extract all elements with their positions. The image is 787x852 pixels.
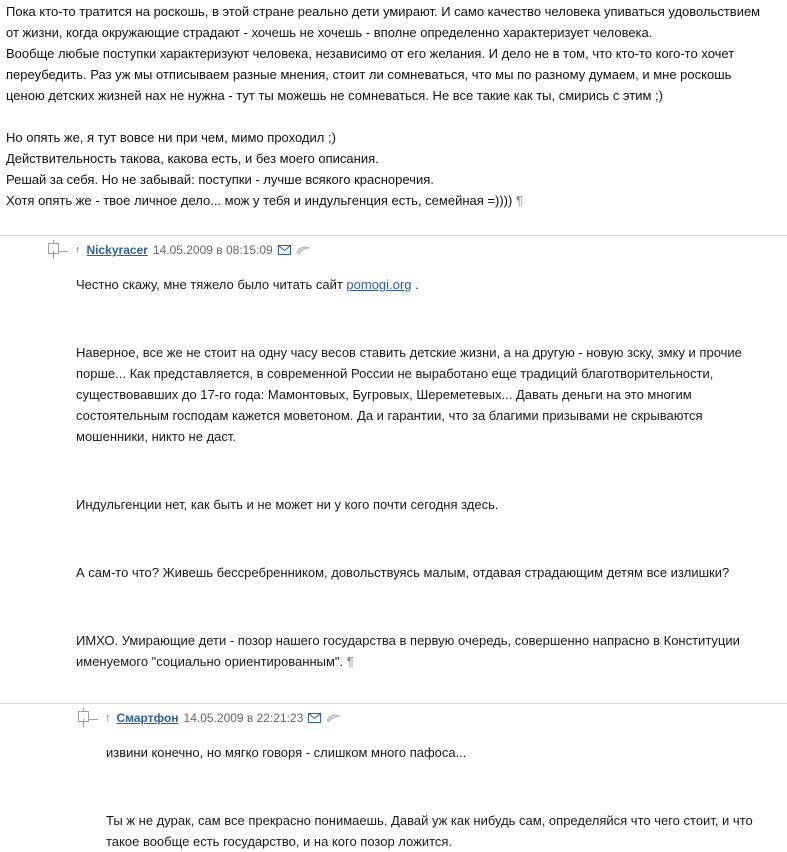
paragraph-spacer — [76, 460, 773, 481]
comment-body — [0, 274, 787, 672]
comment-divider — [0, 235, 787, 236]
paragraph-spacer — [6, 106, 773, 127]
paragraph-mark-icon: ¶ — [346, 654, 354, 669]
paragraph-spacer — [76, 596, 773, 617]
comment-last-paragraph — [76, 630, 773, 672]
comment-timestamp: 14.05.2009 в 22:21:23 — [183, 711, 304, 725]
paragraph-spacer — [106, 776, 773, 797]
comment-divider — [0, 703, 787, 704]
comment-nickyracer — [0, 235, 787, 672]
thread-connector-icon — [44, 242, 70, 258]
paragraph-mark-icon: ¶ — [515, 193, 523, 208]
top-post-paragraph: Действительность такова, какова есть, и без моего описания. — [6, 151, 379, 166]
link-trailing-text: . — [415, 277, 419, 292]
comment-author-link[interactable]: Nickyracer — [86, 243, 148, 257]
mail-icon[interactable] — [308, 713, 321, 723]
comment-paragraph-text: Честно скажу, мне тяжело было читать сайт — [76, 277, 347, 292]
comment-paragraph — [76, 274, 773, 295]
top-post-paragraph: Решай за себя. Но не забывай: поступки - лучше всякого красноречия. — [6, 172, 434, 187]
top-post-body — [0, 0, 787, 211]
paragraph-spacer — [76, 528, 773, 549]
collapse-toggle[interactable] — [78, 711, 89, 722]
comment-spacer — [0, 685, 787, 697]
comment-paragraph: Индульгенции нет, как быть и не может ни у кого почти сегодня здесь. — [76, 497, 499, 512]
top-post-paragraph: Вообще любые поступки характеризуют человека, независимо от его желания. И дело не в том, что кто-то кого-то хочет переубедить. Раз уж мы отписываем разные мнения, стоит ли сомневаться, что мы по разному думаем, и мне роскошь ценою детских жизней нах не нужна - тут ты можешь не сомневаться. Не все такие как ты, смирись с этим ;) — [6, 46, 735, 103]
comment-header — [0, 239, 787, 261]
collapse-toggle[interactable] — [48, 243, 59, 254]
thread-connector-icon — [74, 710, 100, 726]
comment-smartfon — [0, 703, 787, 852]
comment-author-link[interactable]: Смартфон — [116, 711, 179, 725]
quote-icon[interactable] — [326, 713, 342, 724]
top-post-paragraph: Но опять же, я тут вовсе ни при чем, мимо проходил ;) — [6, 130, 336, 145]
post-bottom-spacer — [0, 211, 787, 229]
pomogi-link[interactable]: pomogi.org — [346, 277, 412, 292]
paragraph-spacer — [76, 308, 773, 329]
up-arrow-icon[interactable]: ↑ — [105, 711, 111, 724]
comment-timestamp: 14.05.2009 в 08:15:09 — [152, 243, 273, 257]
top-post-paragraph-text: Хотя опять же - твое личное дело... мож у тебя и индульгенция есть, семейная =)))) — [6, 193, 513, 208]
comment-paragraph: извини конечно, но мягко говоря - слишком много пафоса... — [106, 745, 467, 760]
quote-icon[interactable] — [296, 245, 312, 256]
comment-header — [0, 707, 787, 729]
comment-paragraph: Наверное, все же не стоит на одну часу весов ставить детские жизни, а на другую - новую зску, змку и прочие порше... Как представляется, в современной России не выработано еще традиций благотворительности, существовавших до 17-го года: Мамонтовых, Бугровых, Шереметевых... Давать деньги на это многим состоятельным господам кажется моветоном. Да и гарантии, что за благими призывами не скрываются мошенники, никто не даст. — [76, 345, 742, 444]
up-arrow-icon[interactable]: ↑ — [75, 243, 81, 256]
top-post-last-paragraph — [6, 190, 773, 211]
comment-paragraph: А сам-то что? Живешь бессребренником, довольствуясь малым, отдавая страдающим детям все излишки? — [76, 565, 730, 580]
mail-icon[interactable] — [278, 245, 291, 255]
comment-paragraph: Ты ж не дурак, сам все прекрасно понимаешь. Давай уж как нибудь сам, определяйся что чего стоит, и что такое вообще есть государство, и на кого позор ложится. — [106, 813, 753, 849]
comment-paragraph-text: ИМХО. Умирающие дети - позор нашего государства в первую очередь, совершенно напрасно в Конституции именуемого "социально ориентированным". — [76, 633, 740, 669]
top-post-paragraph: Пока кто-то тратится на роскошь, в этой стране реально дети умирают. И само качество человека упиваться удовольствием от жизни, когда окружающие страдают - хочешь не хочешь - вполне определенно характеризует человека. — [6, 4, 761, 40]
comment-body — [0, 742, 787, 852]
